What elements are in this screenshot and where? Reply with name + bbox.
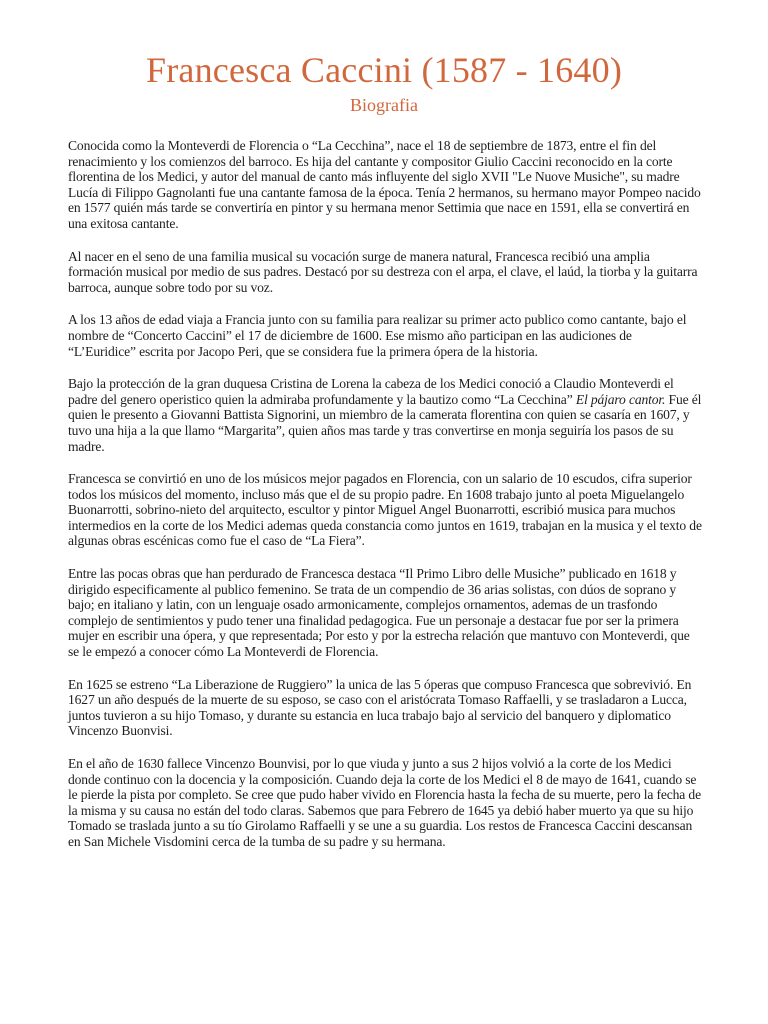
document-title: Francesca Caccini (1587 - 1640) bbox=[145, 50, 623, 90]
paragraph-4-italic-phrase: El pájaro cantor. bbox=[575, 391, 666, 407]
paragraph-6: Entre las pocas obras que han perdurado de Francesca destaca “Il Primo Libro delle Musiche” publicado en 1618 y dirigido especificamente al publico femenino. Se trata de un compendio de 36 arias solistas, con dúos de soprano y bajo; en italiano y latin, con un lenguaje osado armonicamente, complejos ornamentos, ademas de un trasfondo complejo de sentimientos y pudo tener una finalidad pedagogica. Fue un personaje a destacar fue por ser la primera mujer en escribir una ópera, y que representada; Por esto y por la estrecha relación que mantuvo con Monteverdi, que se le empezó a conocer cómo La Monteverdi de Florencia. bbox=[68, 566, 690, 660]
paragraph-5: Francesca se convirtió en uno de los músicos mejor pagados en Florencia, con un salario de 10 escudos, cifra superior todos los músicos del momento, incluso más que el de su propio padre. En 1608 trabajo junto al poeta Miguelangelo Buonarrotti, sobrino-nieto del arquitecto, escultor y pintor Miguel Angel Buonarrotti, escribió musica para muchos intermedios en la corte de los Medici ademas queda constancia como juntos en 1619, trabajan en la musica y el texto de algunas obras escénicas como fue el caso de “La Fiera”. bbox=[68, 471, 702, 549]
paragraph-1: Conocida como la Monteverdi de Florencia o “La Cecchina”, nace el 18 de septiembre de 1873, entre el fin del renacimiento y los comienzos del barroco. Es hija del cantante y compositor Giulio Caccini reconocido en la corte florentina de los Medici, y autor del manual de canto más influyente del siglo XVII "Le Nuove Musiche", su madre Lucía di Filippo Gagnolanti fue una cantante famosa de la época. Tenía 2 hermanos, su hermano mayor Pompeo nacido en 1577 quién más tarde se convertiría en pintor y su hermana menor Settimia que nace en 1591, ella se convertirá en una exitosa cantante. bbox=[68, 138, 701, 231]
document-body bbox=[68, 138, 702, 867]
paragraph-8: En el año de 1630 fallece Vincenzo Bounvisi, por lo que viuda y junto a sus 2 hijos volvió a la corte de los Medici donde continuo con la docencia y la composición. Cuando deja la corte de los Medici el 8 de mayo de 1641, cuando se le pierde la pista por completo. Se cree que pudo haber vivido en Florencia hasta la fecha de su muerte, pero la fecha de la misma y su causa no están del todo claras. Sabemos que para Febrero de 1645 ya debió haber muerto ya que su hijo Tomado se traslada junto a su tío Girolamo Raffaelli y se une a su guardia. Los restos de Francesca Caccini descansan en San Michele Visdomini cerca de la tumba de su padre y su hermana. bbox=[68, 756, 701, 849]
document-subtitle: Biografia bbox=[350, 95, 418, 115]
paragraph-2: Al nacer en el seno de una familia musical su vocación surge de manera natural, Francesca recibió una amplia formación musical por medio de sus padres. Destacó por su destreza con el arpa, el clave, el laúd, la tiorba y la guitarra barroca, aunque sobre todo por su voz. bbox=[68, 248, 698, 295]
paragraph-7: En 1625 se estreno “La Liberazione de Ruggiero” la unica de las 5 óperas que compuso Francesca que sobrevivió. En 1627 un año después de la muerte de su esposo, se caso con el aristócrata Tomaso Raffaelli, y se trasladaron a Lucca, juntos tuvieron a su hijo Tomaso, y durante su estancia en luca trabajo bajo al servicio del banquero y diplomatico Vincenzo Buonvisi. bbox=[68, 676, 692, 739]
paragraph-3: A los 13 años de edad viaja a Francia junto con su familia para realizar su primer acto publico como cantante, bajo el nombre de “Concerto Caccini” el 17 de diciembre de 1600. Ese mismo año participan en las audiciones de “L’Euridice” escrita por Jacopo Peri, que se considera fue la primera ópera de la historia. bbox=[68, 312, 687, 359]
paragraph-4-text-end: Fue él quien le presento a Giovanni Battista Signorini, un miembro de la camerata florentina con quien se casaría en 1607, y tuvo una hija a la que llamo “Margarita”, quien años mas tarde y tras convertirse en monja seguiría los pasos de su madre. bbox=[68, 391, 702, 454]
paragraph-4-text-start: Bajo la protección de la gran duquesa Cristina de Lorena la cabeza de los Medici conoció a Claudio Monteverdi el padre del genero operistico quien la admiraba profundamente y la bautizo como “La Cecchina” bbox=[68, 376, 674, 407]
paragraph-4 bbox=[68, 376, 702, 454]
